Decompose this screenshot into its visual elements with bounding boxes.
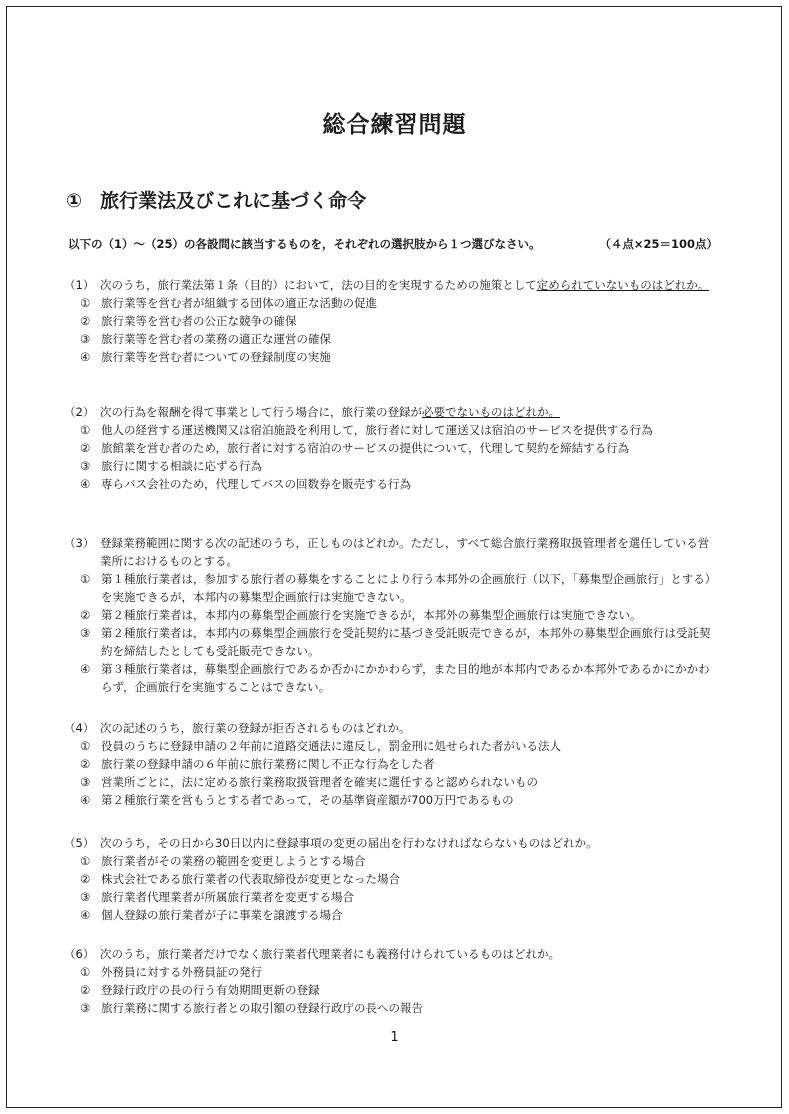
- option: [64, 981, 714, 999]
- option-marker: ③: [80, 332, 91, 346]
- question-stem: （5） 次のうち，その日から30日以内に登録事項の変更の届出を行わなければならないものはどれか。: [64, 836, 598, 850]
- option-text: 役員のうちに登録申請の２年前に道路交通法に違反し，罰金刑に処せられた者がいる法人: [101, 739, 561, 753]
- question-number: （4）: [64, 721, 95, 735]
- option-marker: ②: [80, 314, 91, 328]
- option: [64, 421, 714, 439]
- option-text: 第２種旅行業者は，本邦内の募集型企画旅行を受託契約に基づき受託販売できるが，本邦外の募集型企画旅行は受託契約を締結したとしても受託販売できない。: [101, 626, 711, 658]
- option-marker: ②: [80, 441, 91, 455]
- option: [64, 475, 714, 493]
- option: [64, 457, 714, 475]
- option-text: 株式会社である旅行業者の代表取締役が変更となった場合: [101, 872, 400, 886]
- option-marker: ②: [80, 757, 91, 771]
- option-marker: ①: [80, 296, 91, 310]
- option-text: 旅行業者代理業者が所属旅行業者を変更する場合: [101, 890, 354, 904]
- question-5: [64, 834, 714, 924]
- instructions: [68, 236, 718, 252]
- option-marker: ③: [80, 626, 91, 640]
- section-title-text: 旅行業法及びこれに基づく命令: [100, 190, 367, 212]
- question-number: （1）: [64, 278, 95, 292]
- option: [64, 755, 714, 773]
- document-title: 総合練習問題: [322, 112, 467, 138]
- question-stem: （4） 次の記述のうち，旅行業の登録が拒否されるものはどれか。: [64, 721, 411, 735]
- option-text: 旅行業等を営む者が組織する団体の適正な活動の促進: [101, 296, 377, 310]
- question-number: （2）: [64, 405, 95, 419]
- question-4: [64, 719, 714, 809]
- option: [64, 660, 714, 696]
- option-marker: ②: [80, 608, 91, 622]
- option-text: 第１種旅行業者は，参加する旅行者の募集をすることにより行う本邦外の企画旅行（以下，「募集型企画旅行」とする）を実施できるが，本邦内の募集型企画旅行は実施できない。: [101, 572, 711, 604]
- question-stem: （1） 次のうち，旅行業法第１条（目的）において，法の目的を実現するための施策として定められていないものはどれか。: [64, 278, 710, 292]
- option-marker: ①: [80, 739, 91, 753]
- option: [64, 963, 714, 981]
- emphasis-underline: 定められていないものはどれか。: [536, 278, 710, 292]
- question-stem: （2） 次の行為を報酬を得て事業として行う場合に，旅行業の登録が必要でないものはどれか。: [64, 405, 560, 419]
- option: [64, 906, 714, 924]
- question-6: [64, 945, 714, 1017]
- option-marker: ②: [80, 872, 91, 886]
- option-text: 旅行業等を営む者の公正な競争の確保: [101, 314, 297, 328]
- option: [64, 773, 714, 791]
- option-marker: ④: [80, 908, 91, 922]
- option-text: 専らバス会社のため，代理してバスの回数券を販売する行為: [101, 477, 412, 491]
- question-number: （5）: [64, 836, 95, 850]
- question-1: [64, 276, 714, 366]
- option-text: 旅行業等を営む者についての登録制度の実施: [101, 350, 331, 364]
- option-text: 旅行業の登録申請の６年前に旅行業務に関し不正な行為をした者: [101, 757, 435, 771]
- option-text: 他人の経営する運送機関又は宿泊施設を利用して，旅行者に対して運送又は宿泊のサービスを提供する行為: [101, 423, 653, 437]
- option-marker: ①: [80, 965, 91, 979]
- option-text: 個人登録の旅行業者が子に事業を譲渡する場合: [101, 908, 343, 922]
- option-text: 第２種旅行業者は，本邦内の募集型企画旅行を実施できるが，本邦外の募集型企画旅行は実施できない。: [101, 608, 642, 622]
- question-stem: （3） 登録業務範囲に関する次の記述のうち，正しものはどれか。ただし，すべて総合旅行業務取扱管理者を選任している営業所におけるものとする。: [64, 536, 710, 568]
- instructions-text: 以下の（1）～（25）の各設問に該当するものを，それぞれの選択肢から１つ選びなさい。: [68, 237, 541, 251]
- section-heading: [66, 186, 366, 213]
- option-text: 第３種旅行業者は，募集型企画旅行であるか否かにかかわらず，また目的地が本邦内であるか本邦外であるかにかかわらず，企画旅行を実施することはできない。: [101, 662, 710, 694]
- option: [64, 624, 714, 660]
- option-text: 旅館業を営む者のため，旅行者に対する宿泊のサービスの提供について，代理して契約を締結する行為: [101, 441, 630, 455]
- question-stem: （6） 次のうち，旅行業者だけでなく旅行業者代理業者にも義務付けられているものはどれか。: [64, 947, 560, 961]
- option-marker: ④: [80, 662, 91, 676]
- option-text: 旅行に関する相談に応ずる行為: [101, 459, 262, 473]
- question-number: （3）: [64, 536, 95, 550]
- option-marker: ③: [80, 775, 91, 789]
- question-2: [64, 403, 714, 493]
- option-text: 旅行業等を営む者の業務の適正な運営の確保: [101, 332, 331, 346]
- option: [64, 737, 714, 755]
- option-text: 第２種旅行業を営もうとする者であって，その基準資産額が700万円であるもの: [101, 793, 514, 807]
- question-3: [64, 534, 714, 696]
- emphasis-underline: 必要でないものはどれか。: [422, 405, 560, 419]
- page-number: 1: [390, 1030, 399, 1045]
- option-marker: ①: [80, 854, 91, 868]
- section-number: ①: [66, 190, 83, 212]
- option: [64, 852, 714, 870]
- option-marker: ①: [80, 423, 91, 437]
- option: [64, 791, 714, 809]
- option: [64, 294, 714, 312]
- option: [64, 330, 714, 348]
- option-marker: ④: [80, 793, 91, 807]
- option-text: 旅行業務に関する旅行者との取引額の登録行政庁の長への報告: [101, 1001, 423, 1015]
- option: [64, 999, 714, 1017]
- option-marker: ③: [80, 459, 91, 473]
- option-text: 登録行政庁の長の行う有効期間更新の登録: [101, 983, 320, 997]
- option: [64, 348, 714, 366]
- option-text: 営業所ごとに，法に定める旅行業務取扱管理者を確実に選任すると認められないもの: [101, 775, 538, 789]
- option: [64, 312, 714, 330]
- option-marker: ④: [80, 350, 91, 364]
- option-marker: ①: [80, 572, 91, 586]
- option: [64, 606, 714, 624]
- option: [64, 888, 714, 906]
- option-marker: ④: [80, 477, 91, 491]
- option-text: 外務員に対する外務員証の発行: [101, 965, 262, 979]
- option-text: 旅行業者がその業務の範囲を変更しようとする場合: [101, 854, 366, 868]
- option-marker: ③: [80, 1001, 91, 1015]
- option-marker: ②: [80, 983, 91, 997]
- question-number: （6）: [64, 947, 95, 961]
- points-note: （４点×25＝100点）: [599, 237, 718, 251]
- option-marker: ③: [80, 890, 91, 904]
- option: [64, 439, 714, 457]
- option: [64, 870, 714, 888]
- option: [64, 570, 714, 606]
